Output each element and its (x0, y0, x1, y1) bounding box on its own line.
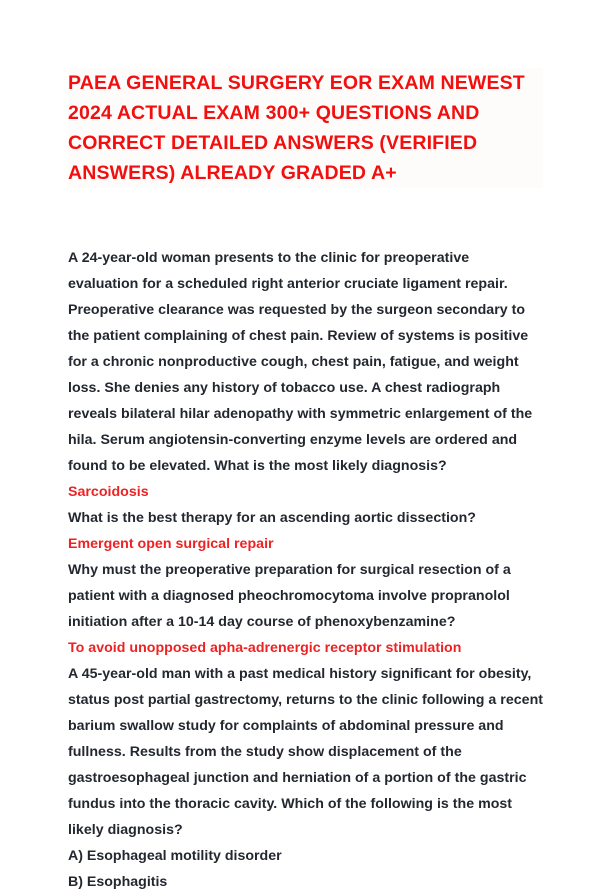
page-title: PAEA GENERAL SURGERY EOR EXAM NEWEST 2024 ACTUAL EXAM 300+ QUESTIONS AND CORRECT DETAILED ANSWERS (VERIFIED ANSWERS) ALREADY GRADED A+ (68, 68, 543, 188)
answer-line-2: Emergent open surgical repair (68, 536, 274, 552)
question-paragraph-1: A 24-year-old woman presents to the clinic for preoperative evaluation for a scheduled right anterior cruciate ligament repair. Preoperative clearance was requested by the surgeon secondary to the patient complaining of chest pain. Review of systems is positive for a chronic nonproductive cough, chest pain, fatigue, and weight loss. She denies any history of tobacco use. A chest radiograph reveals bilateral hilar adenopathy with symmetric enlargement of the hila. Serum angiotensin-converting enzyme levels are ordered and found to be elevated. What is the most likely diagnosis? (68, 250, 533, 474)
answer-line-1: Sarcoidosis (68, 484, 149, 500)
answer-option-a: A) Esophageal motility disorder (68, 848, 282, 864)
answer-option-b: B) Esophagitis (68, 874, 168, 890)
question-paragraph-2: What is the best therapy for an ascending aortic dissection? (68, 510, 476, 526)
question-paragraph-3: Why must the preoperative preparation for surgical resection of a patient with a diagnosed pheochromocytoma involve propranolol initiation after a 10-14 day course of phenoxybenzamine? (68, 562, 511, 630)
document-body (68, 245, 543, 895)
answer-line-3: To avoid unopposed apha-adrenergic receptor stimulation (68, 640, 462, 656)
question-paragraph-4: A 45-year-old man with a past medical history significant for obesity, status post partial gastrectomy, returns to the clinic following a recent barium swallow study for complaints of abdominal pressure and fullness. Results from the study show displacement of the gastroesophageal junction and herniation of a portion of the gastric fundus into the thoracic cavity. Which of the following is the most likely diagnosis? (68, 666, 543, 838)
